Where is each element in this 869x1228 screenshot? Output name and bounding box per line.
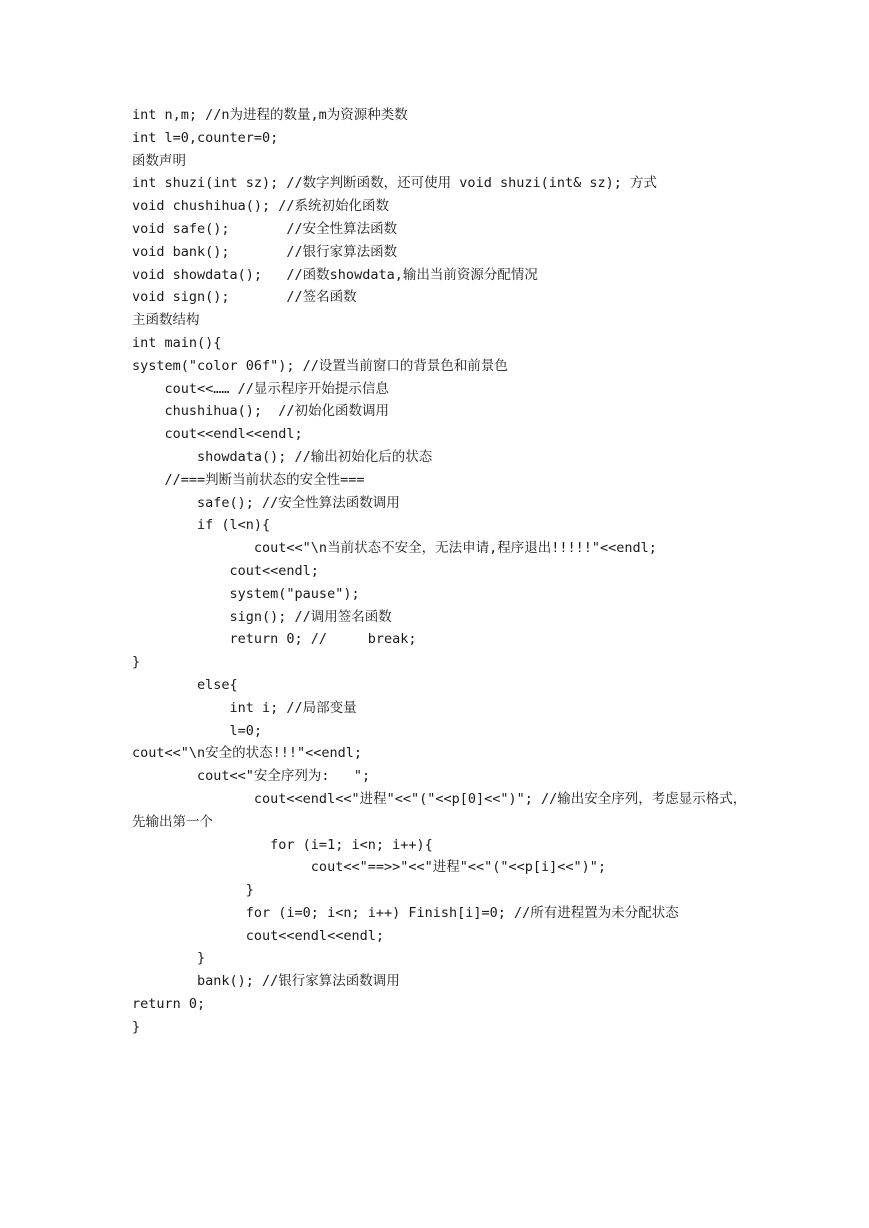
code-line: cout<<"\n安全的状态!!!"<<endl; (132, 745, 363, 762)
code-line: chushihua(); //初始化函数调用 (132, 403, 390, 420)
code-line: cout<<"\n当前状态不安全，无法申请,程序退出!!!!!"<<endl; (132, 540, 657, 557)
code-line: } (132, 882, 254, 899)
code-line: cout<<endl<<endl; (132, 927, 384, 944)
code-line: } (132, 950, 206, 967)
code-line: sign(); //调用签名函数 (132, 608, 392, 625)
code-line: void bank(); //银行家算法函数 (132, 243, 398, 260)
code-line: l=0; (132, 722, 263, 739)
section-heading: 主函数结构 (132, 312, 200, 329)
code-line: int shuzi(int sz); //数字判断函数，还可使用 void shuzi(int& sz); 方式 (132, 175, 657, 192)
code-line: void safe(); //安全性算法函数 (132, 220, 398, 237)
code-line: cout<<…… //显示程序开始提示信息 (132, 380, 389, 397)
code-line: cout<<endl<<"进程"<<"("<<p[0]<<")"; //输出安全序列，考虑显示格式， (132, 790, 747, 807)
code-document (132, 104, 852, 1039)
code-line: if (l<n){ (132, 517, 271, 534)
code-line: else{ (132, 676, 238, 693)
code-line: cout<<endl<<endl; (132, 426, 303, 443)
code-line: system("color 06f"); //设置当前窗口的背景色和前景色 (132, 357, 508, 374)
code-line: } (132, 1018, 141, 1035)
code-line: cout<<"安全序列为: "; (132, 768, 371, 785)
code-line: safe(); //安全性算法函数调用 (132, 494, 400, 511)
code-line: for (i=0; i<n; i++) Finish[i]=0; //所有进程置为未分配状态 (132, 904, 679, 921)
code-line: void sign(); //签名函数 (132, 289, 357, 306)
code-line: cout<<endl; (132, 562, 319, 579)
code-line: } (132, 654, 141, 671)
code-line: void chushihua(); //系统初始化函数 (132, 198, 390, 215)
code-line: showdata(); //输出初始化后的状态 (132, 448, 433, 465)
code-line: system("pause"); (132, 585, 360, 602)
code-line: cout<<"==>>"<<"进程"<<"("<<p[i]<<")"; (132, 859, 607, 876)
code-line: int l=0,counter=0; (132, 129, 279, 146)
code-line: return 0; (132, 996, 206, 1013)
code-line: void showdata(); //函数showdata,输出当前资源分配情况 (132, 266, 538, 283)
code-line: bank(); //银行家算法函数调用 (132, 973, 400, 990)
code-line: int main(){ (132, 334, 222, 351)
section-heading: 函数声明 (132, 152, 186, 169)
code-line: int n,m; //n为进程的数量,m为资源种类数 (132, 107, 408, 123)
code-line: //===判断当前状态的安全性=== (132, 471, 365, 488)
code-line: int i; //局部变量 (132, 699, 357, 716)
code-line: 先输出第一个 (132, 813, 213, 830)
code-line: return 0; // break; (132, 631, 417, 648)
code-line: for (i=1; i<n; i++){ (132, 836, 433, 853)
